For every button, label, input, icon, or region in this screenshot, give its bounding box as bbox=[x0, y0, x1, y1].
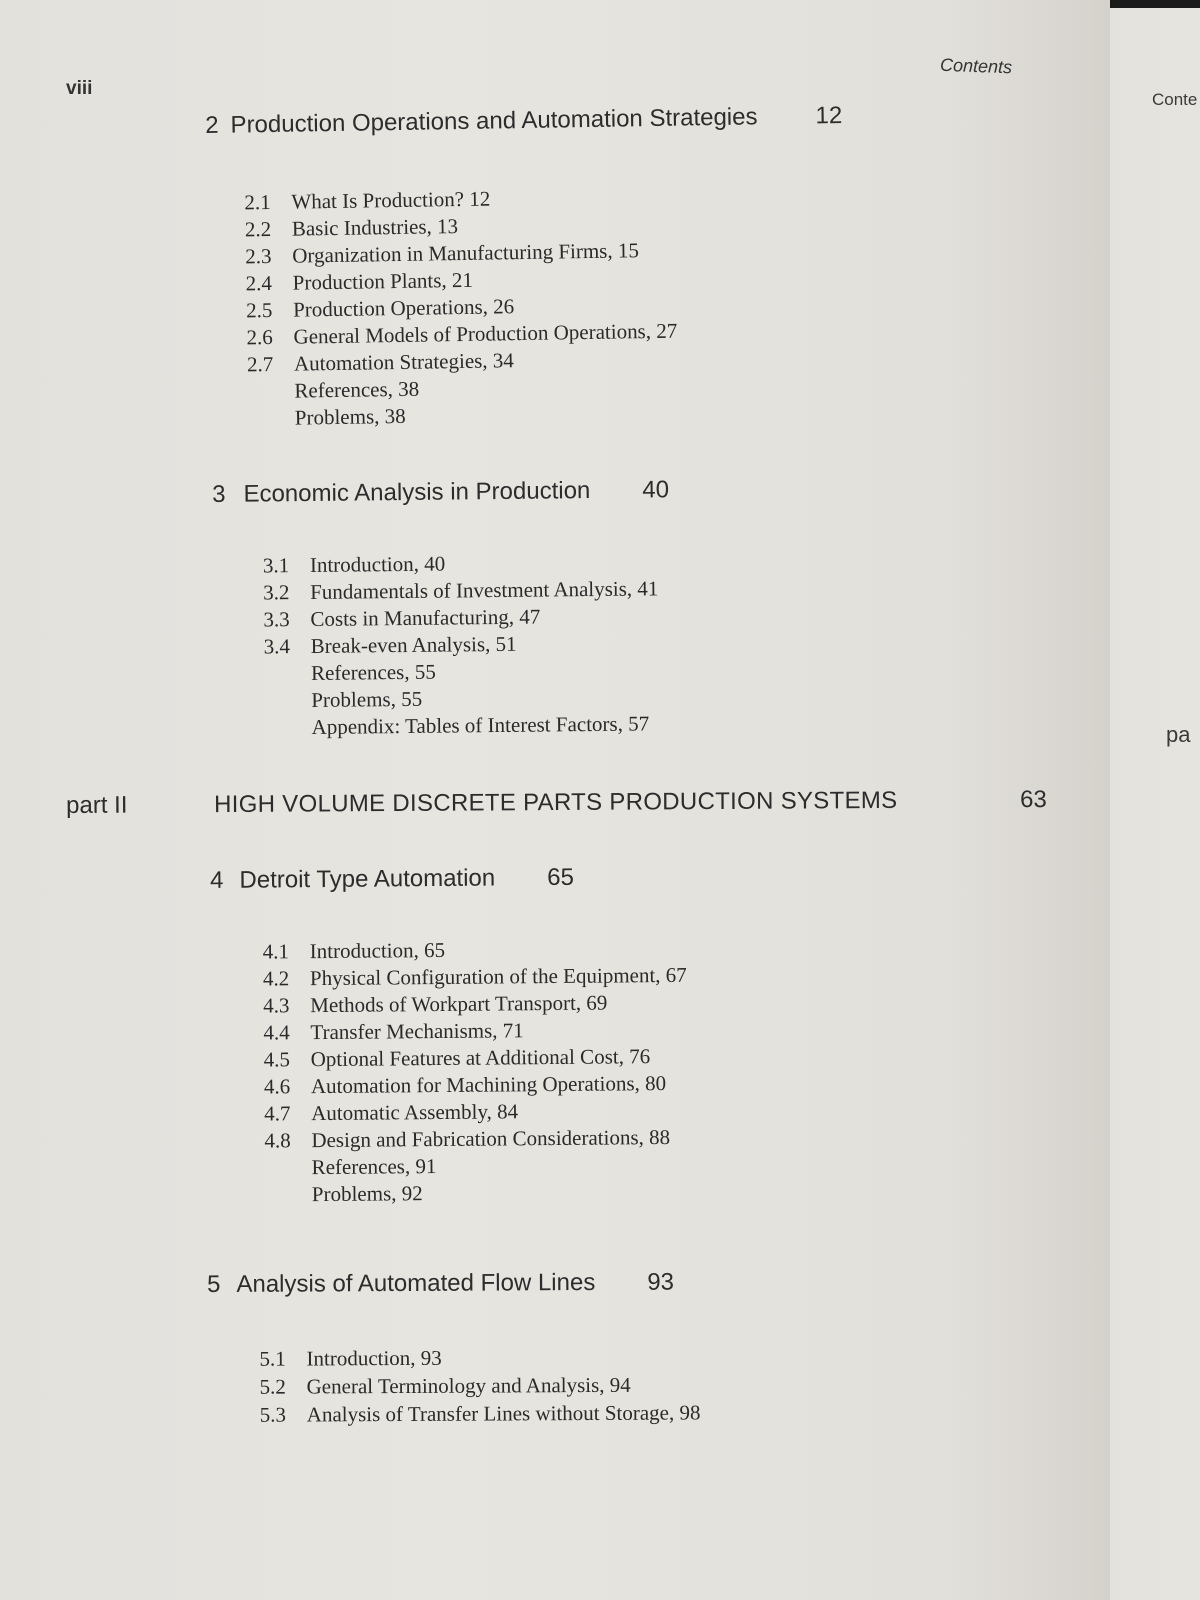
chapter-3 bbox=[212, 476, 672, 742]
chapter-title: Detroit Type Automation bbox=[239, 864, 496, 894]
section-entry bbox=[264, 629, 671, 660]
section-entry bbox=[263, 548, 670, 579]
chapter-page: 40 bbox=[642, 476, 670, 504]
adjacent-running-head: Conte bbox=[1152, 90, 1198, 109]
section-number bbox=[264, 660, 311, 687]
section-number: 4.4 bbox=[263, 1020, 290, 1045]
section-title: Automation for Machining Operations, 80 bbox=[310, 1071, 667, 1099]
section-entry bbox=[263, 575, 670, 606]
section-title: Automation Strategies, 34 bbox=[293, 348, 515, 376]
section-title: Problems, 38 bbox=[294, 403, 406, 430]
section-entry bbox=[260, 1370, 701, 1400]
section-number: 4.7 bbox=[264, 1101, 291, 1126]
chapter-title: Analysis of Automated Flow Lines bbox=[236, 1268, 596, 1298]
chapter-2 bbox=[205, 102, 847, 433]
section-title: Automatic Assembly, 84 bbox=[311, 1099, 519, 1126]
section-list bbox=[263, 548, 672, 741]
running-head: Contents bbox=[939, 54, 1013, 78]
section-number: 5.1 bbox=[259, 1346, 286, 1371]
section-title: Problems, 55 bbox=[311, 686, 423, 712]
page-number: viii bbox=[66, 78, 93, 99]
adjacent-part-label: pa bbox=[1166, 722, 1191, 747]
section-title: Optional Features at Additional Cost, 76 bbox=[310, 1044, 651, 1072]
section-title: References, 55 bbox=[310, 659, 436, 685]
chapter-number: 2 bbox=[205, 111, 219, 139]
section-number: 5.2 bbox=[259, 1374, 286, 1399]
section-entry bbox=[259, 1342, 700, 1372]
section-number: 2.5 bbox=[245, 297, 273, 323]
section-entry bbox=[264, 1097, 688, 1128]
part-page: 63 bbox=[1019, 786, 1047, 814]
section-title: References, 38 bbox=[294, 376, 420, 403]
section-entry bbox=[264, 1124, 688, 1155]
section-number: 2.3 bbox=[245, 243, 272, 269]
section-title: General Terminology and Analysis, 94 bbox=[306, 1372, 631, 1399]
section-number: 3.2 bbox=[263, 580, 290, 605]
section-number: 2.7 bbox=[246, 351, 274, 377]
section-title: References, 91 bbox=[311, 1154, 437, 1180]
chapter-page: 65 bbox=[547, 863, 574, 892]
section-title: General Models of Production Operations, 27 bbox=[293, 318, 678, 349]
section-entry bbox=[263, 602, 670, 633]
chapter-number: 4 bbox=[210, 866, 224, 894]
section-title: Transfer Mechanisms, 71 bbox=[310, 1018, 524, 1045]
section-number: 3.4 bbox=[263, 634, 291, 659]
section-title: Organization in Manufacturing Firms, 15 bbox=[292, 238, 640, 268]
part-heading bbox=[66, 786, 1056, 819]
section-number: 2.2 bbox=[244, 216, 272, 242]
section-title: Introduction, 40 bbox=[309, 551, 446, 577]
section-number: 4.1 bbox=[262, 939, 290, 964]
section-entry bbox=[263, 962, 687, 993]
section-list bbox=[259, 1342, 700, 1428]
section-title: Problems, 92 bbox=[311, 1181, 423, 1207]
section-title: Physical Configuration of the Equipment, 67 bbox=[309, 962, 687, 991]
section-number: 4.3 bbox=[263, 993, 290, 1018]
section-number bbox=[264, 714, 311, 741]
section-number: 4.2 bbox=[262, 966, 290, 991]
chapter-4 bbox=[210, 863, 689, 1209]
section-title: Design and Fabrication Considerations, 88 bbox=[311, 1124, 671, 1153]
section-entry bbox=[263, 935, 687, 966]
section-number: 5.3 bbox=[259, 1402, 287, 1427]
chapter-heading bbox=[210, 863, 686, 895]
section-title: Basic Industries, 13 bbox=[291, 214, 459, 241]
section-number: 3.3 bbox=[263, 607, 290, 632]
section-number: 4.5 bbox=[263, 1047, 291, 1072]
section-title: Appendix: Tables of Interest Factors, 57 bbox=[311, 711, 650, 739]
section-number bbox=[248, 405, 295, 433]
section-title: Production Plants, 21 bbox=[292, 267, 474, 295]
section-number: 4.8 bbox=[264, 1128, 291, 1153]
section-title: Production Operations, 26 bbox=[292, 294, 515, 322]
section-title: Fundamentals of Investment Analysis, 41 bbox=[310, 576, 659, 604]
section-number: 2.1 bbox=[244, 189, 271, 215]
section-title: Break-even Analysis, 51 bbox=[310, 631, 517, 658]
chapter-number: 3 bbox=[212, 480, 226, 508]
section-entry bbox=[265, 1151, 689, 1182]
section-entry bbox=[265, 1178, 689, 1209]
chapter-heading bbox=[212, 476, 669, 509]
section-number bbox=[265, 1181, 312, 1208]
chapter-title: Production Operations and Automation Strategies bbox=[230, 103, 758, 139]
section-entry bbox=[263, 1016, 687, 1047]
chapter-number: 5 bbox=[207, 1270, 221, 1298]
section-title: Analysis of Transfer Lines without Storage, 98 bbox=[306, 1400, 701, 1427]
section-number bbox=[264, 687, 311, 714]
section-entry bbox=[260, 1398, 701, 1428]
section-title: Methods of Workpart Transport, 69 bbox=[310, 990, 608, 1018]
section-entry bbox=[263, 989, 687, 1020]
section-number: 2.4 bbox=[245, 270, 273, 296]
section-entry bbox=[264, 710, 671, 741]
part-label: part II bbox=[66, 791, 128, 819]
chapter-title: Economic Analysis in Production bbox=[243, 477, 591, 508]
chapter-5 bbox=[207, 1268, 701, 1429]
section-list bbox=[244, 180, 847, 432]
chapter-heading bbox=[207, 1268, 700, 1299]
section-number bbox=[265, 1154, 312, 1181]
chapter-page: 93 bbox=[647, 1268, 675, 1296]
part-title: HIGH VOLUME DISCRETE PARTS PRODUCTION SYSTEMS bbox=[213, 786, 898, 819]
section-number: 4.6 bbox=[263, 1074, 291, 1099]
section-entry bbox=[264, 1043, 688, 1074]
section-title: Introduction, 65 bbox=[309, 937, 446, 964]
section-entry bbox=[264, 1070, 688, 1101]
section-entry bbox=[264, 656, 671, 687]
section-entry bbox=[264, 683, 671, 714]
section-number bbox=[247, 378, 294, 406]
section-title: What Is Production? 12 bbox=[291, 186, 491, 214]
section-number: 3.1 bbox=[262, 553, 290, 578]
section-title: Introduction, 93 bbox=[306, 1345, 442, 1371]
chapter-heading bbox=[205, 102, 842, 140]
section-title: Costs in Manufacturing, 47 bbox=[310, 604, 541, 631]
chapter-page: 12 bbox=[815, 101, 843, 130]
section-number: 2.6 bbox=[246, 324, 273, 350]
section-list bbox=[263, 935, 689, 1209]
